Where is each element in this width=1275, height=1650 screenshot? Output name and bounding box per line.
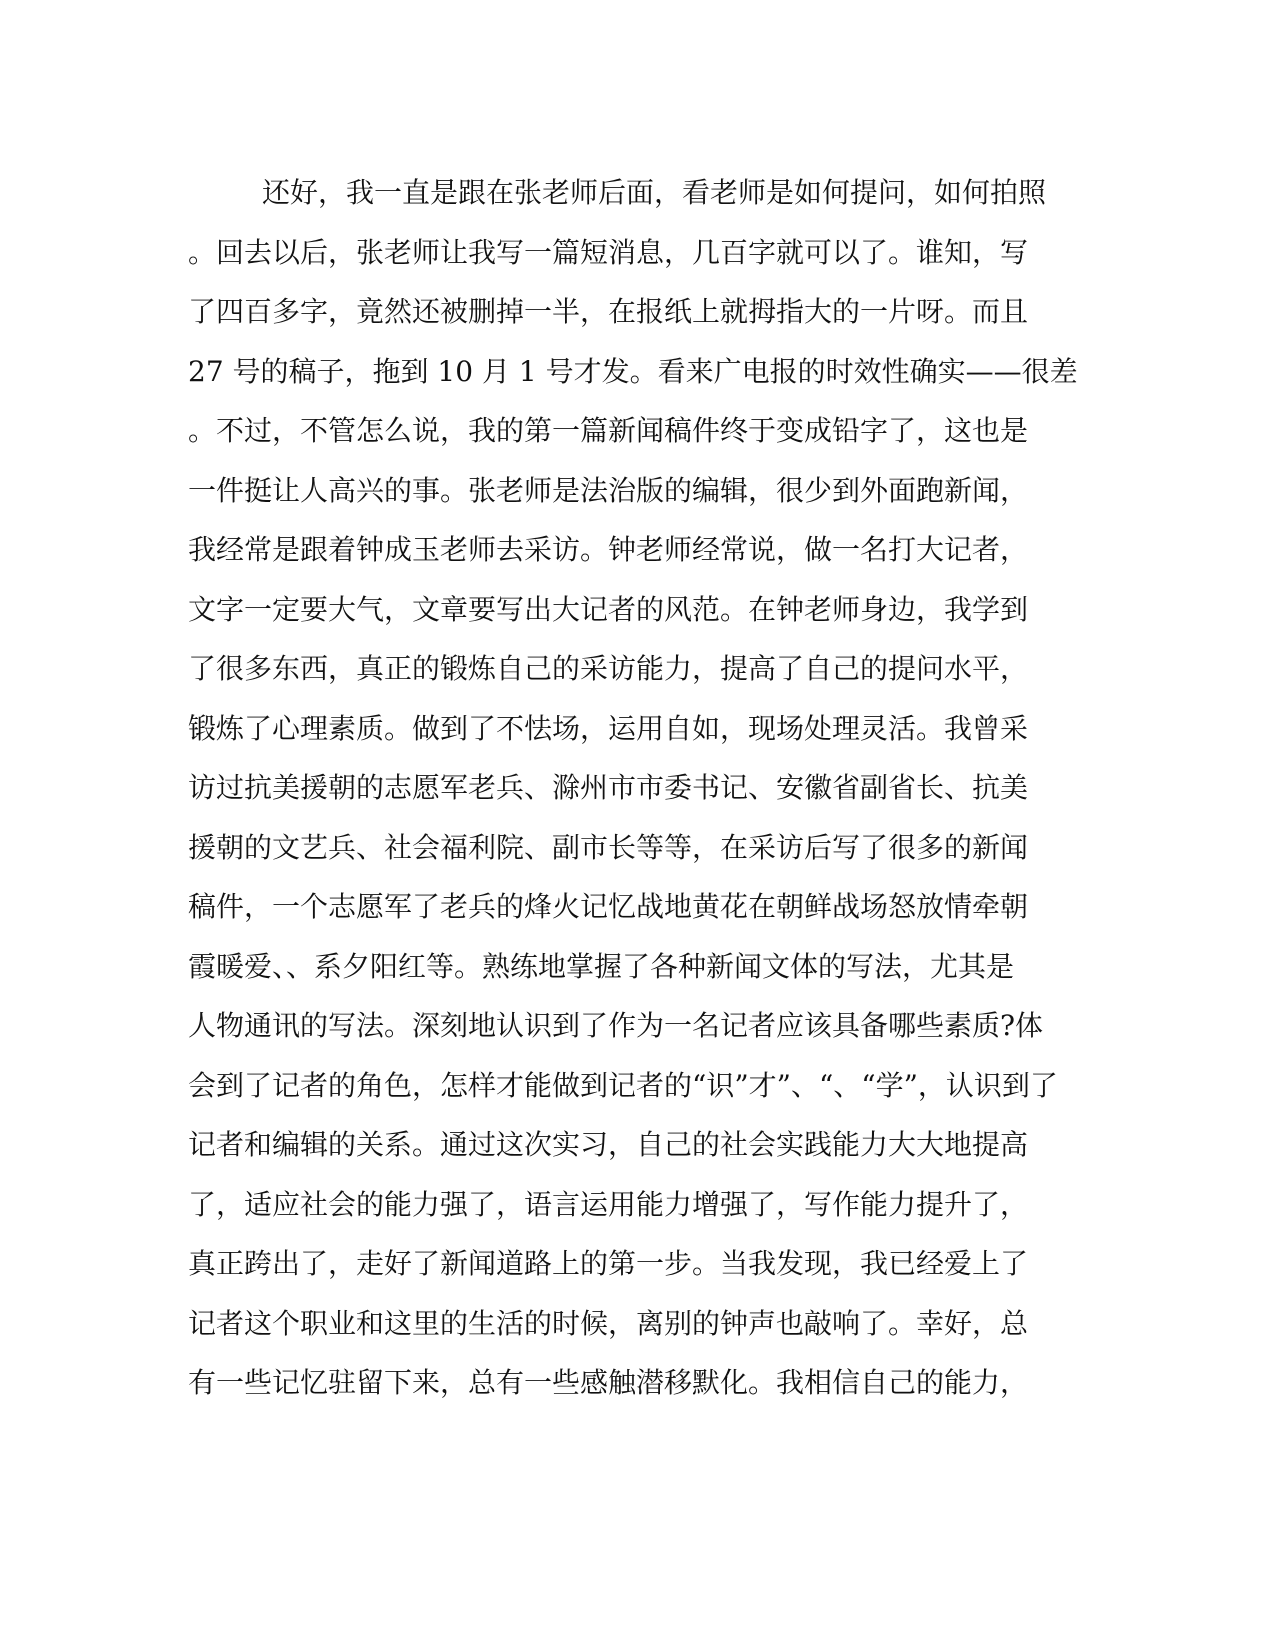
text-line: 了四百多字，竟然还被删掉一半，在报纸上就拇指大的一片呀。而且 <box>188 295 1029 328</box>
text-line: 记者这个职业和这里的生活的时候，离别的钟声也敲响了。幸好，总 <box>188 1306 1029 1340</box>
text-line: 访过抗美援朝的志愿军老兵、滁州市市委书记、安徽省副省长、抗美 <box>188 771 1029 804</box>
text-line: 了，适应社会的能力强了，语言运用能力增强了，写作能力提升了， <box>188 1187 1029 1221</box>
text-line: 稿件，一个志愿军了老兵的烽火记忆战地黄花在朝鲜战场怒放情牵朝 <box>188 890 1029 923</box>
text-line: 了很多东西，真正的锻炼自己的采访能力，提高了自己的提问水平， <box>188 652 1029 685</box>
text-line: 。回去以后，张老师让我写一篇短消息，几百字就可以了。谁知，写 <box>188 235 1029 269</box>
text-line: 一件挺让人高兴的事。张老师是法治版的编辑，很少到外面跑新闻， <box>188 473 1029 507</box>
text-line: 27 号的稿子，拖到 10 月 1 号才发。看来广电报的时效性确实——很差 <box>188 354 1078 388</box>
text-line: 。不过，不管怎么说，我的第一篇新闻稿件终于变成铅字了，这也是 <box>188 414 1029 447</box>
text-line: 锻炼了心理素质。做到了不怯场，运用自如，现场处理灵活。我曾采 <box>188 711 1029 745</box>
text-line: 真正跨出了，走好了新闻道路上的第一步。当我发现，我已经爱上了 <box>188 1247 1029 1280</box>
text-line: 会到了记者的角色，怎样才能做到记者的“识”才”、“、“学”，认识到了 <box>188 1068 1058 1102</box>
text-line: 人物通讯的写法。深刻地认识到了作为一名记者应该具备哪些素质?体 <box>188 1009 1044 1042</box>
text-line: 援朝的文艺兵、社会福利院、副市长等等，在采访后写了很多的新闻 <box>188 830 1029 864</box>
text-line: 有一些记忆驻留下来，总有一些感触潜移默化。我相信自己的能力， <box>188 1366 1029 1399</box>
text-line: 我经常是跟着钟成玉老师去采访。钟老师经常说，做一名打大记者， <box>188 533 1029 566</box>
text-line: 文字一定要大气，文章要写出大记者的风范。在钟老师身边，我学到 <box>188 592 1029 626</box>
body-paragraph <box>188 163 1078 1413</box>
text-line: 霞暖爱、、系夕阳红等。熟练地掌握了各种新闻文体的写法，尤其是 <box>188 949 1015 983</box>
text-line: 还好，我一直是跟在张老师后面，看老师是如何提问，如何拍照 <box>262 176 1047 209</box>
text-line: 记者和编辑的关系。通过这次实习，自己的社会实践能力大大地提高 <box>188 1128 1029 1161</box>
